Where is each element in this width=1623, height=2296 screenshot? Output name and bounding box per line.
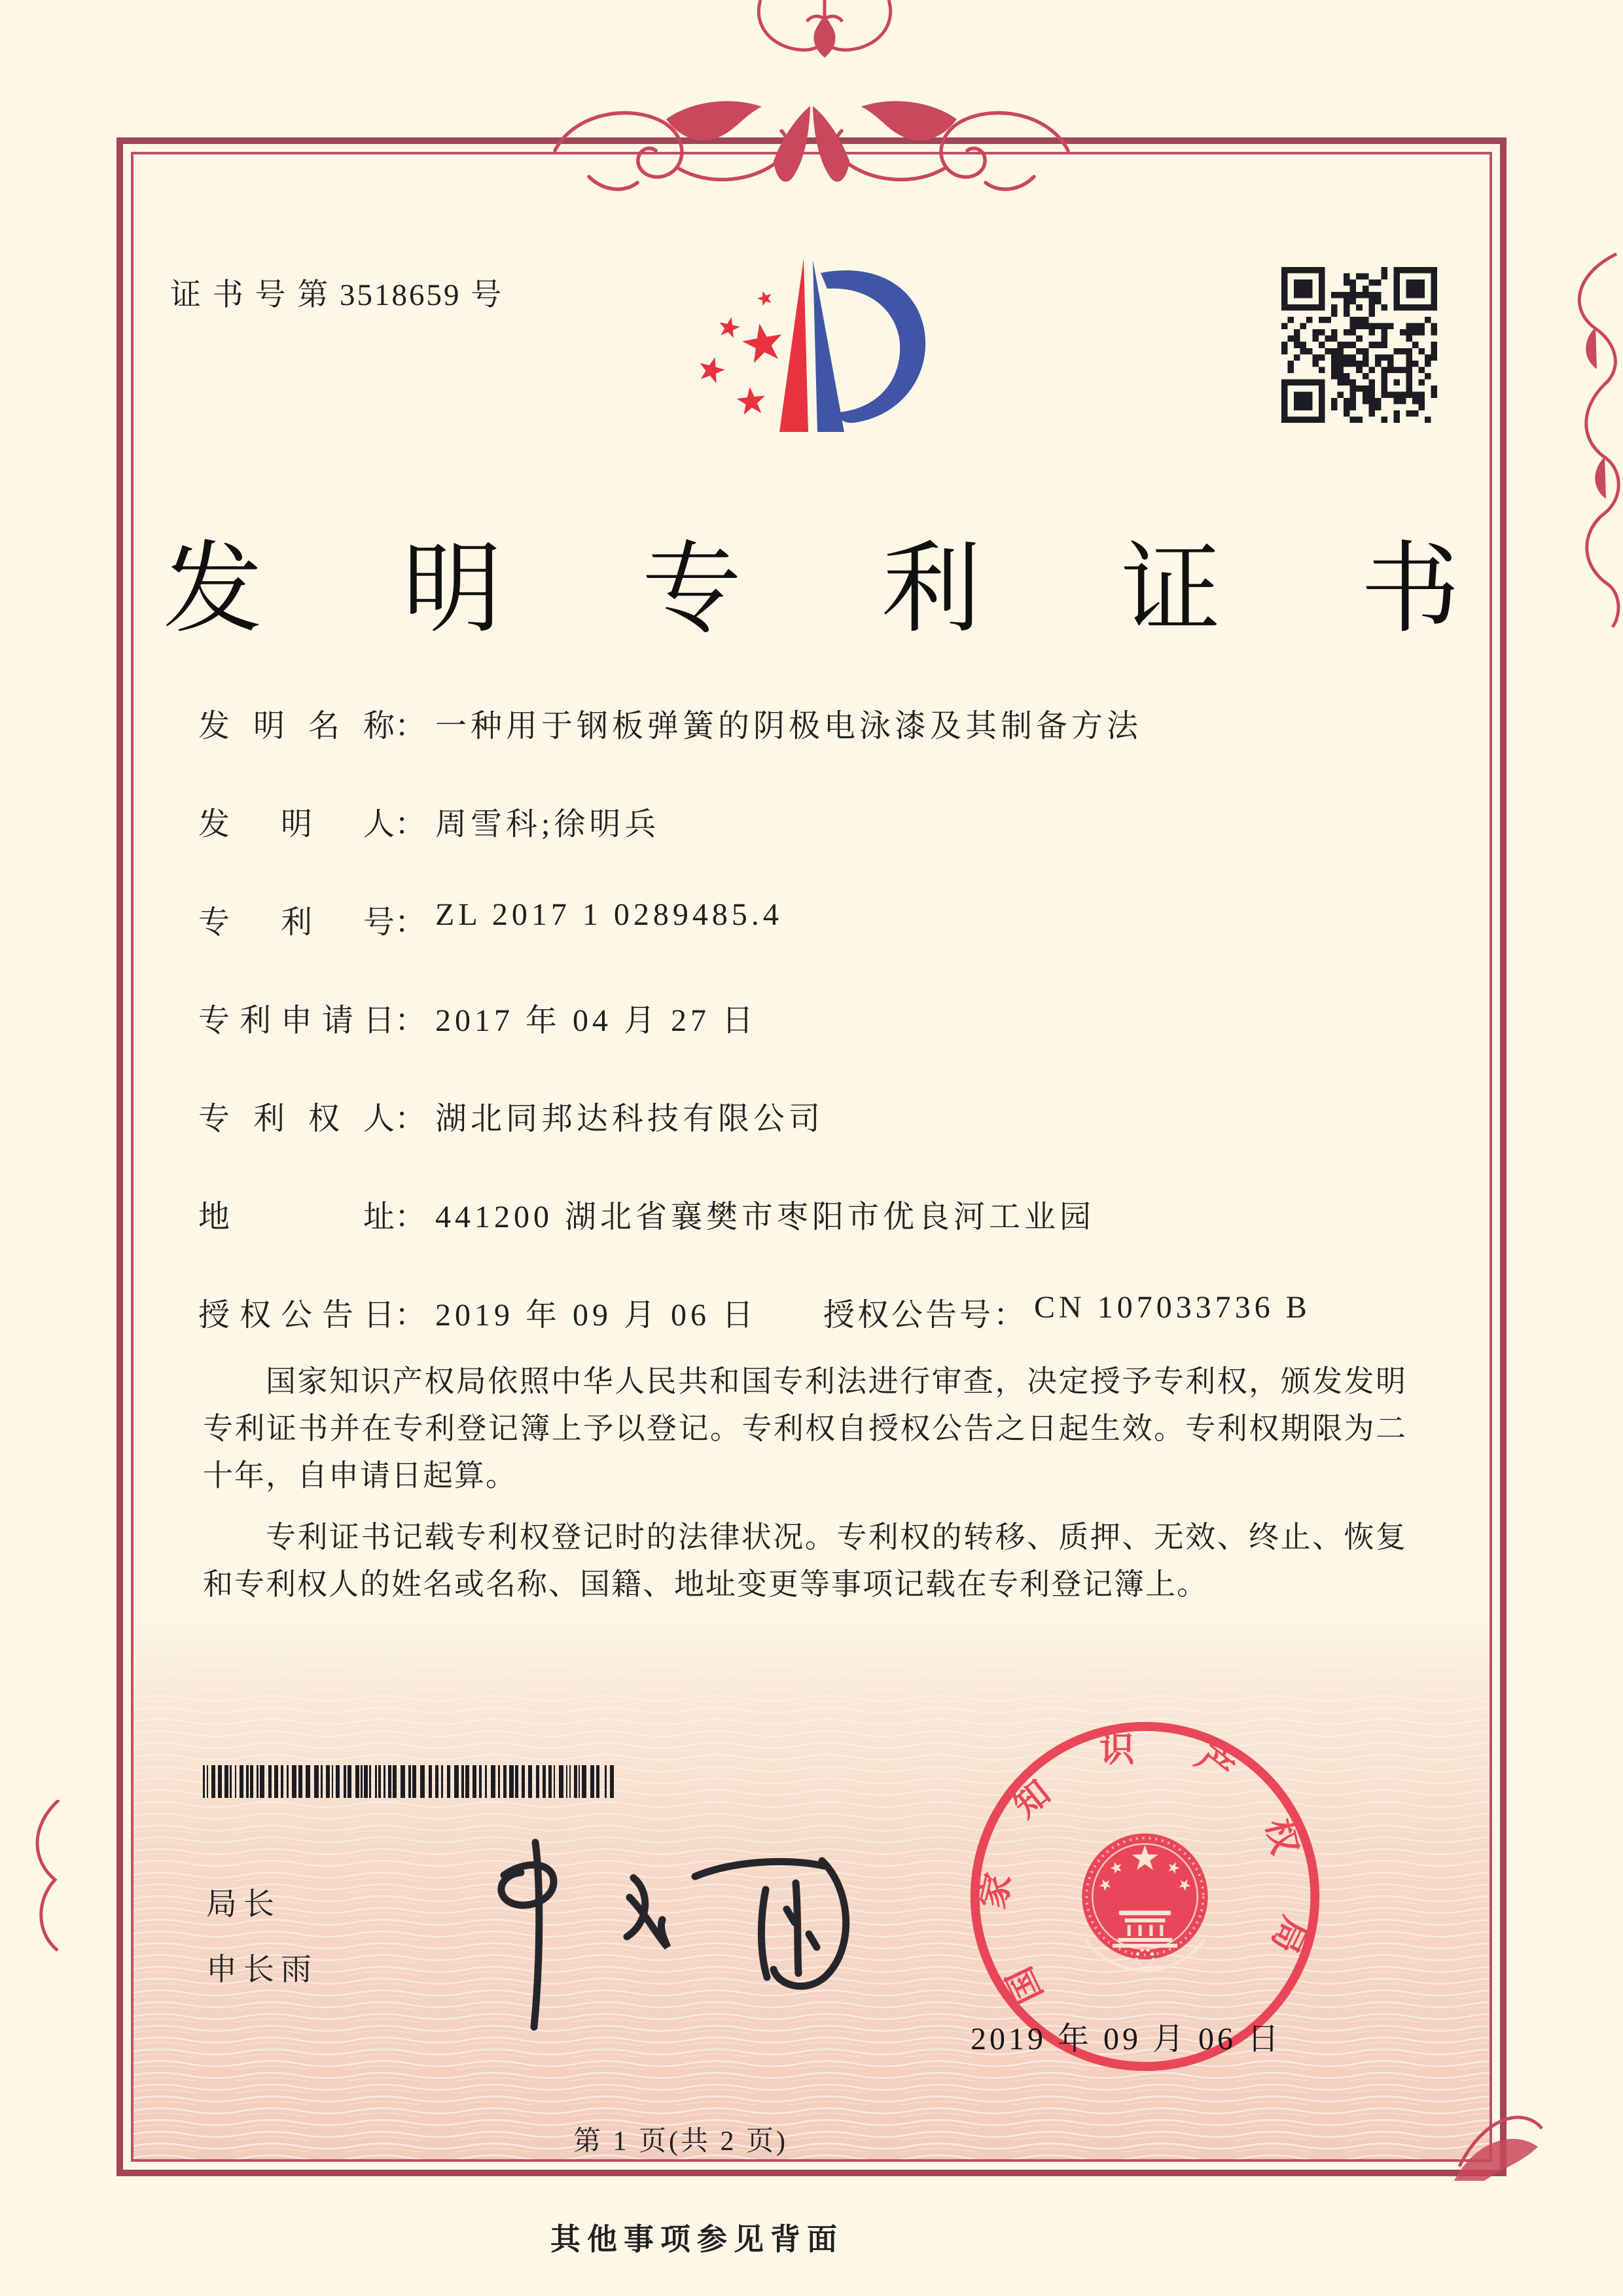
field-value: 周雪科;徐明兵 xyxy=(435,807,660,842)
field-label: 专 利 号 xyxy=(198,905,395,940)
field-value: CN 107033736 B xyxy=(1034,1290,1311,1325)
left-edge-ornament-icon xyxy=(24,1800,65,1952)
field-row-invention-name xyxy=(198,700,1143,744)
field-label: 地 址 xyxy=(198,1200,395,1234)
page-title: 发 明 专 利 证 书 xyxy=(163,535,1518,645)
seal-date: 2019 年 09 月 06 日 xyxy=(971,2022,1283,2056)
field-row-patent-number xyxy=(198,897,1142,940)
field-value: ZL 2017 1 0289485.4 xyxy=(435,897,783,932)
field-value: 湖北同邦达科技有限公司 xyxy=(435,1102,825,1136)
colon: ： xyxy=(993,1298,1026,1333)
certificate-number: 证 书 号 第 3518659 号 xyxy=(170,278,504,312)
field-label: 授 权 公 告 日 xyxy=(198,1298,395,1333)
field-label: 授权公告号 xyxy=(823,1298,994,1333)
legal-text-block xyxy=(203,1358,1407,1608)
qr-code xyxy=(1281,267,1437,423)
page-number: 第 1 页(共 2 页) xyxy=(573,2126,788,2157)
signatory-name: 申长雨 xyxy=(206,1953,318,1987)
field-row-address xyxy=(198,1191,1142,1234)
field-label: 专 利 权 人 xyxy=(198,1102,395,1136)
barcode xyxy=(203,1765,615,1798)
handwritten-signature xyxy=(458,1836,877,2032)
field-row-filing-date xyxy=(198,995,1142,1038)
field-label: 发 明 人 xyxy=(198,807,395,842)
grant-row xyxy=(198,1289,1492,1335)
field-row-patentee xyxy=(198,1093,1142,1136)
legal-paragraph: 专利证书记载专利权登记时的法律状况。专利权的转移、质押、无效、终止、恢复和专利权人的姓名或名称、国籍、地址变更等事项记载在专利登记簿上。 xyxy=(203,1520,1407,1601)
field-label: 专 利 申 请 日 xyxy=(198,1003,395,1038)
national-emblem-icon xyxy=(1082,1833,1207,1970)
back-side-note: 其他事项参见背面 xyxy=(550,2223,844,2256)
field-row-inventor xyxy=(198,798,1142,842)
top-edge-ornament-icon xyxy=(746,0,903,79)
colon: ： xyxy=(395,1003,427,1038)
colon: ： xyxy=(395,1102,427,1136)
legal-paragraph: 国家知识产权局依照中华人民共和国专利法进行审查，决定授予专利权，颁发发明专利证书并在专利登记簿上予以登记。专利权自授权公告之日起生效。专利权期限为二十年，自申请日起算。 xyxy=(203,1365,1407,1492)
field-value: 一种用于钢板弹簧的阴极电泳漆及其制备方法 xyxy=(435,709,1143,744)
colon: ： xyxy=(395,905,427,940)
grant-number-group xyxy=(823,1289,1311,1335)
colon: ： xyxy=(395,709,427,744)
field-value: 441200 湖北省襄樊市枣阳市优良河工业园 xyxy=(435,1200,1096,1234)
field-value: 2019 年 09 月 06 日 xyxy=(435,1298,758,1333)
colon: ： xyxy=(395,1200,427,1234)
field-value: 2017 年 04 月 27 日 xyxy=(435,1003,758,1038)
seal-ring-text: 国家知识产权局 xyxy=(972,1730,1317,2010)
field-list xyxy=(198,700,1142,1289)
field-label: 发 明 名 称 xyxy=(198,709,395,744)
signatory-title: 局长 xyxy=(206,1888,281,1922)
colon: ： xyxy=(395,1298,427,1333)
cnipa-logo-icon xyxy=(692,251,941,447)
colon: ： xyxy=(395,807,427,842)
